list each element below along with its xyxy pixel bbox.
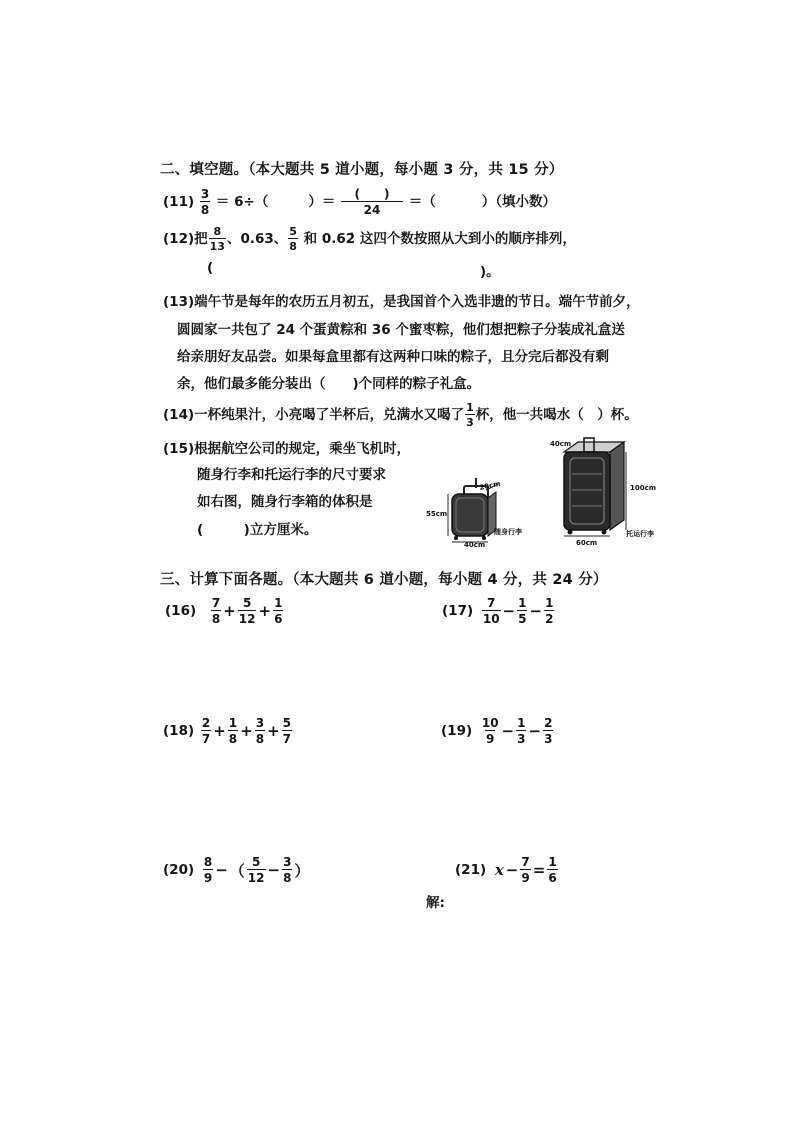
minus-sign: −: [529, 602, 543, 620]
left-paren: （: [229, 861, 245, 880]
question-11: [163, 188, 556, 216]
equals-text: ）＝: [308, 194, 336, 210]
question-18: [163, 717, 293, 745]
minus-sign: −: [502, 602, 516, 620]
question-15-line2: 随身行李和托运行李的尺寸要求: [197, 467, 386, 483]
fraction-blank[interactable]: ( ) 24: [341, 188, 403, 216]
question-number: (17): [442, 603, 474, 619]
equals-sign: =: [532, 861, 546, 879]
plus-sign: +: [258, 602, 272, 620]
fraction: $\frac{5}{8}$: [289, 225, 297, 253]
checked-height-label: 100cm: [630, 484, 657, 492]
q12-answer-blank[interactable]: [220, 258, 475, 278]
carry-on-depth-label: 20cm: [478, 479, 502, 492]
carry-on-height-label: 55cm: [426, 510, 448, 518]
minus-sign: −: [528, 722, 542, 740]
question-13-line2: 圆圆家一共包了 24 个蛋黄粽和 36 个蜜枣粽，他们想把粽子分装成礼盒送: [177, 322, 625, 338]
q12-answer-open: (: [207, 260, 214, 276]
question-17: [442, 597, 555, 625]
fraction: $\frac{3}{8}$: [255, 716, 265, 746]
question-15-line4: ( )立方厘米。: [197, 522, 318, 538]
question-14: [163, 402, 638, 428]
question-21: [455, 856, 559, 884]
question-number: (11): [163, 194, 195, 210]
fraction: $\frac{7}{10}$: [482, 596, 500, 626]
question-13-line3: 给亲朋好友品尝。如果每盒里都有这两种口味的粽子，且分完后都没有剩: [177, 349, 609, 365]
question-15-line1: (15)根据航空公司的规定，乘坐飞机时，: [163, 441, 411, 457]
q12-answer-close: )。: [480, 264, 500, 280]
instruction-text: 和 0.62̇ 这四个数按照从大到小的顺序排列，: [303, 231, 576, 247]
fraction: $\frac{5}{12}$: [238, 596, 256, 626]
solution-label: 解:: [426, 895, 445, 911]
minus-sign: −: [501, 722, 515, 740]
fraction: $\frac{10}{9}$: [481, 716, 499, 746]
fraction: $\frac{5}{7}$: [282, 716, 292, 746]
question-number: (19): [441, 723, 473, 739]
plus-sign: +: [213, 722, 226, 740]
minus-sign: −: [267, 861, 281, 879]
carry-on-width-label: 40cm: [464, 541, 486, 548]
question-text: (14)一杯纯果汁，小亮喝了半杯后，兑满水又喝了: [163, 407, 465, 423]
variable-x: x: [494, 861, 504, 879]
fraction: $\frac{1}{8}$: [228, 716, 238, 746]
division-text: 6÷（: [234, 194, 269, 210]
fraction: $\frac{7}{8}$: [211, 596, 221, 626]
plus-sign: +: [240, 722, 253, 740]
fraction: $\frac{7}{9}$: [521, 855, 530, 885]
luggage-figure: [426, 432, 666, 548]
fraction: $\frac{1}{5}$: [518, 596, 527, 626]
question-12: [163, 226, 576, 252]
equals-sign: ＝: [215, 194, 230, 210]
plus-sign: +: [223, 602, 236, 620]
checked-depth-label: 40cm: [550, 440, 572, 448]
question-number: (12): [163, 231, 195, 247]
carry-on-caption: 随身行李: [494, 528, 522, 536]
fraction: $\frac{1}{6}$: [548, 855, 557, 885]
fraction: $\frac{3}{8}$: [283, 855, 292, 885]
question-number: (20): [163, 862, 195, 878]
minus-sign: −: [505, 861, 519, 879]
question-16: [165, 597, 284, 625]
question-19: [441, 717, 554, 745]
decimal-hint: ）（填小数）: [481, 194, 556, 210]
numbers-text: 、0.63、: [226, 231, 288, 247]
fraction: $\frac{3}{8}$: [200, 187, 210, 217]
fraction: $\frac{1}{3}$: [517, 716, 526, 746]
question-13-line1: (13)端午节是每年的农历五月初五，是我国首个入选非遗的节日。端午节前夕，: [163, 294, 640, 310]
checked-luggage-image: [564, 438, 626, 536]
section-calc-title: 三、计算下面各题。（本大题共 6 道小题，每小题 4 分，共 24 分）: [160, 572, 608, 588]
question-15-line3: 如右图，随身行李箱的体积是: [197, 494, 373, 510]
minus-sign: −: [215, 861, 228, 879]
plus-sign: +: [267, 722, 280, 740]
question-number: (21): [455, 862, 487, 878]
question-text-end: 杯，他一共喝水（ ）杯。: [475, 407, 638, 423]
checked-caption: 托运行李: [626, 530, 654, 538]
fraction: $\frac{2}{3}$: [544, 716, 553, 746]
fraction: $\frac{8}{13}$: [209, 225, 225, 253]
question-20: [163, 856, 310, 884]
fraction: $\frac{1}{6}$: [274, 596, 283, 626]
question-number: (18): [163, 723, 195, 739]
fraction: $\frac{8}{9}$: [203, 855, 213, 885]
checked-width-label: 60cm: [576, 539, 598, 547]
prefix-text: 把: [194, 231, 208, 247]
fraction: $\frac{2}{7}$: [201, 716, 211, 746]
right-paren: ）: [294, 861, 310, 880]
question-13-line4: 余，他们最多能分装出（ )个同样的粽子礼盒。: [177, 376, 481, 392]
equals-text: ＝（: [408, 194, 436, 210]
question-number: (16): [165, 603, 197, 619]
fraction: $\frac{1}{2}$: [545, 596, 554, 626]
section-fill-title: 二、填空题。（本大题共 5 道小题，每小题 3 分，共 15 分）: [160, 162, 564, 178]
fraction: $\frac{1}{3}$: [466, 401, 474, 429]
fraction: $\frac{5}{12}$: [247, 855, 265, 885]
